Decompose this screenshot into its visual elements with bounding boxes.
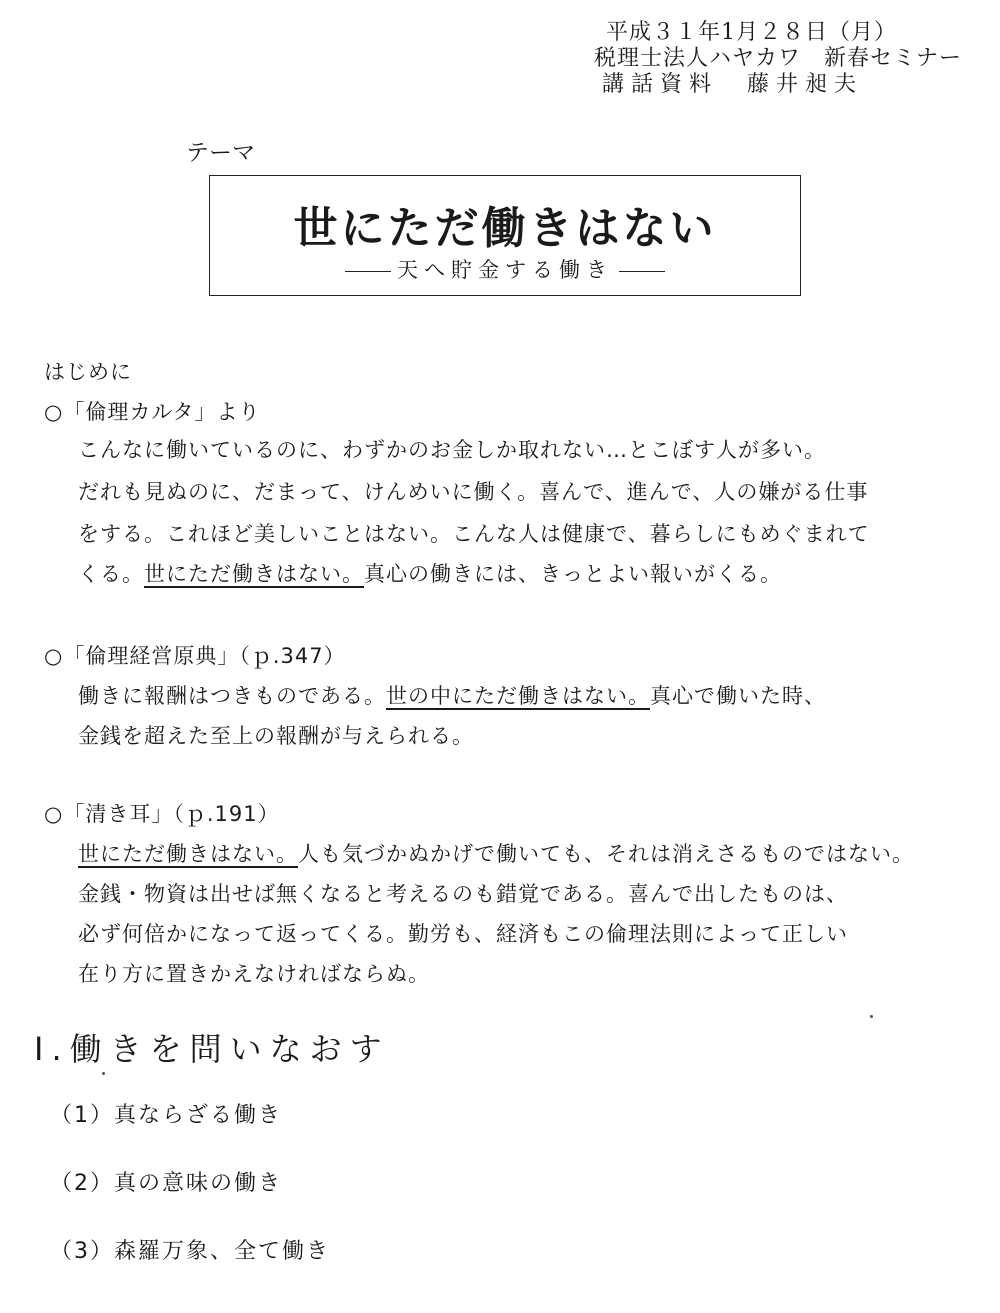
quote-line: 必ず何倍かになって返ってくる。勤労も、経済もこの倫理法則によって正しい <box>78 922 848 946</box>
quote-source: ○「倫理経営原典」（ｐ.347） <box>44 644 346 668</box>
quote-line: 金銭を超えた至上の報酬が与えられる。 <box>78 724 474 748</box>
scan-speck <box>102 1072 105 1075</box>
quote-line: くる。世にただ働きはない。真心の働きには、きっとよい報いがくる。 <box>78 562 782 586</box>
section-item: （3）森羅万象、全て働き <box>50 1239 330 1264</box>
section-item: （2）真の意味の働き <box>50 1171 282 1196</box>
underlined-phrase: 世にただ働きはない。 <box>144 562 364 586</box>
quote-line: 働きに報酬はつきものである。世の中にただ働きはない。真心で働いた時、 <box>78 684 826 708</box>
intro-heading: はじめに <box>44 360 132 384</box>
header-author: 講話資料 藤井昶夫 <box>601 72 863 97</box>
quote-line: 金銭・物資は出せば無くなると考えるのも錯覚である。喜んで出したものは、 <box>78 882 848 906</box>
quote-source: ○「清き耳」（ｐ.191） <box>44 802 280 826</box>
quote-line: だれも見ぬのに、だまって、けんめいに働く。喜んで、進んで、人の嫌がる仕事 <box>78 480 869 504</box>
quote-line: 在り方に置きかえなければならぬ。 <box>78 962 430 986</box>
header-date: 平成３１年1月２８日（月） <box>605 20 897 45</box>
scan-speck <box>870 1015 873 1018</box>
quote-line: をする。これほど美しいことはない。こんな人は健康で、暮らしにもめぐまれて <box>78 522 870 546</box>
underlined-phrase: 世にただ働きはない。 <box>78 842 298 866</box>
header-organization: 税理士法人ハヤカワ 新春セミナー <box>593 46 962 71</box>
section-item: （1）真ならざる働き <box>50 1103 282 1128</box>
theme-label: テーマ <box>186 140 255 166</box>
quote-line: 世にただ働きはない。人も気づかぬかげで働いても、それは消えさるものではない。 <box>78 842 914 866</box>
main-title: 世にただ働きはない <box>293 203 717 254</box>
subtitle-row <box>210 254 800 284</box>
document-header <box>594 20 962 98</box>
subtitle: 天へ貯金する働き <box>397 258 613 282</box>
subtitle-dash-right <box>619 271 665 272</box>
title-box <box>209 175 801 296</box>
quote-line: こんなに働いているのに、わずかのお金しか取れない…とこぼす人が多い。 <box>78 438 826 462</box>
section-title: Ⅰ.働きを問いなおす <box>34 1030 390 1068</box>
underlined-phrase: 世の中にただ働きはない。 <box>386 684 650 708</box>
subtitle-dash-left <box>345 271 391 272</box>
quote-source: ○「倫理カルタ」より <box>44 400 261 424</box>
